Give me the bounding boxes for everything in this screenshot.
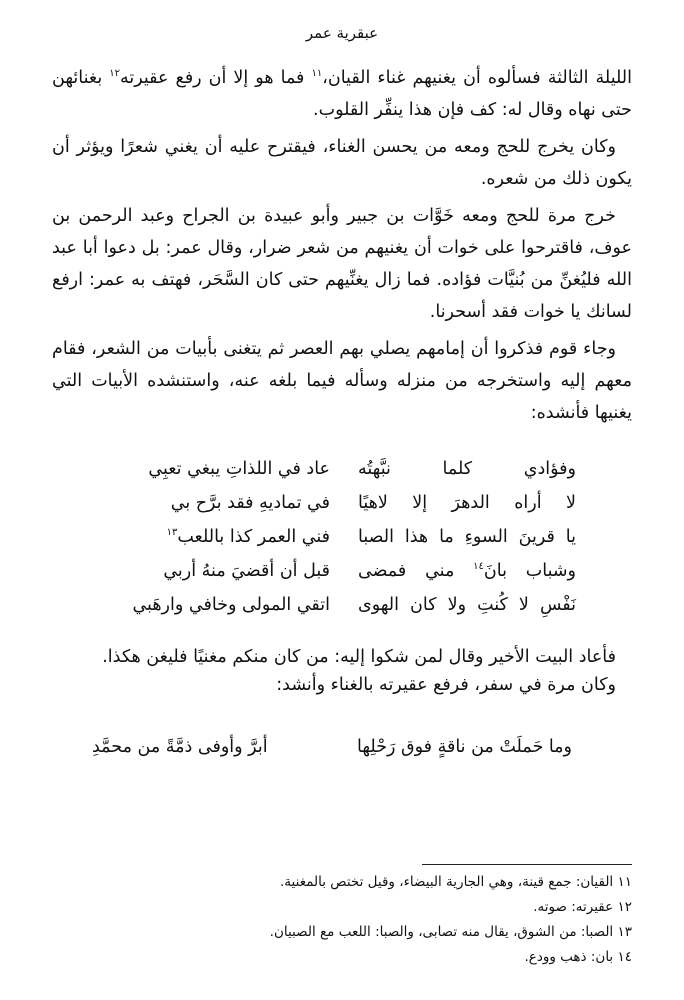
poem-verse bbox=[80, 554, 576, 588]
after-poem-text bbox=[52, 643, 632, 699]
verse-first-hemistich: يا قرينَ السوءِ ما هذا الصبا bbox=[358, 527, 576, 547]
verse-second-hemistich-text: فني العمر كذا باللعب bbox=[177, 527, 330, 547]
verse-second-hemistich: عاد في اللذاتِ يبغي تعبِي bbox=[148, 459, 330, 479]
paragraph-2: وكان يخرج للحج ومعه من يحسن الغناء، فيقترح عليه أن يغني شعرًا ويؤثر أن يكون ذلك من شعره. bbox=[52, 137, 632, 189]
after-poem-line-1: فأعاد البيت الأخير وقال لمن شكوا إليه: من كان منكم مغنيًا فليغن هكذا. bbox=[102, 647, 616, 667]
footnotes bbox=[52, 870, 632, 970]
paragraph-1-text-a: الليلة الثالثة فسألوه أن يغنيهم غناء القيان، bbox=[322, 68, 632, 88]
after-poem-line-2: وكان مرة في سفر، فرفع عقيرته بالغناء وأنشد: bbox=[276, 675, 616, 695]
single-verse-second-hemistich: أبرَّ وأوفى ذمَّةً من محمَّدِ bbox=[92, 737, 268, 757]
paragraph-3: خرج مرة للحج ومعه خَوَّات بن جبير وأبو عبيدة بن الجراح وعبد الرحمن بن عوف، فاقترحوا على خوات أن يغنيهم من شعر ضرار، وقال عمر: بل دعوا أبا عبد الله فليُغنِّ من بُنيَّات فؤاده. فما زال يغنِّيهم حتى كان السَّحَر، فهتف به عمر: ارفع لسانك يا خوات فقد أسحرنا. bbox=[52, 206, 632, 322]
footnote-ref-14[interactable]: ١٤ bbox=[473, 561, 484, 573]
poem bbox=[80, 452, 576, 622]
footnote-14: ١٤ بان: ذهب وودع. bbox=[524, 949, 632, 965]
verse-second-hemistich: اتقي المولى وخافي وارهَبي bbox=[132, 595, 330, 615]
footnote-ref-13[interactable]: ١٣ bbox=[166, 527, 178, 539]
poem-verse bbox=[80, 588, 576, 622]
verse-first-hemistich: وفؤادي كلما نبَّهتُه bbox=[358, 459, 576, 479]
footnote-13: ١٣ الصبا: من الشوق، يقال منه تصابى، والصبا: اللعب مع الصبيان. bbox=[269, 924, 632, 940]
single-verse-first-hemistich: وما حَملَتْ من ناقةٍ فوق رَحْلِها bbox=[357, 737, 572, 757]
footnote-separator bbox=[422, 864, 632, 865]
footnote-12: ١٢ عقيرته: صوته. bbox=[533, 899, 632, 915]
paragraph-1-text-c: بغنائهن حتى نهاه وقال له: كف فإن هذا ينفِّر القلوب. bbox=[52, 68, 632, 120]
footnote-11: ١١ القيان: جمع قينة، وهي الجارية البيضاء، وقيل تختص بالمغنية. bbox=[280, 874, 632, 890]
running-head: عبقرية عمر bbox=[305, 24, 379, 42]
verse-first-hemistich bbox=[358, 554, 576, 588]
verse-first-hemistich-text-a: وشباب بانَ bbox=[483, 561, 576, 581]
verse-second-hemistich: في تماديهِ فقد برَّح بي bbox=[170, 493, 330, 513]
verse-first-hemistich: لا أراه الدهرَ إلا لاهيًا bbox=[358, 493, 576, 513]
poem-verse bbox=[80, 452, 576, 486]
footnote-ref-12[interactable]: ١٢ bbox=[109, 68, 120, 80]
body-text bbox=[52, 62, 632, 434]
verse-first-hemistich: نَفْسِ لا كُنتِ ولا كان الهوى bbox=[358, 595, 576, 615]
verse-second-hemistich bbox=[80, 520, 330, 554]
paragraph-1 bbox=[52, 62, 632, 126]
paragraph-4: وجاء قوم فذكروا أن إمامهم يصلي بهم العصر ثم يتغنى بأبيات من الشعر، فقام معهم إليه واستخرجه من منزله وسأله فيما بلغه عنه، واستنشده الأبيات التي يغنيها فأنشده: bbox=[52, 339, 632, 423]
poem-verse bbox=[80, 486, 576, 520]
footnote-ref-11[interactable]: ١١ bbox=[311, 68, 323, 80]
verse-first-hemistich-text-b: مني فمضى bbox=[358, 561, 474, 581]
poem-verse bbox=[80, 520, 576, 554]
verse-second-hemistich: قبل أن أقضيَ منهُ أربي bbox=[163, 561, 330, 581]
paragraph-1-text-b: فما هو إلا أن رفع عقيرته bbox=[119, 68, 312, 88]
single-verse bbox=[92, 731, 572, 763]
